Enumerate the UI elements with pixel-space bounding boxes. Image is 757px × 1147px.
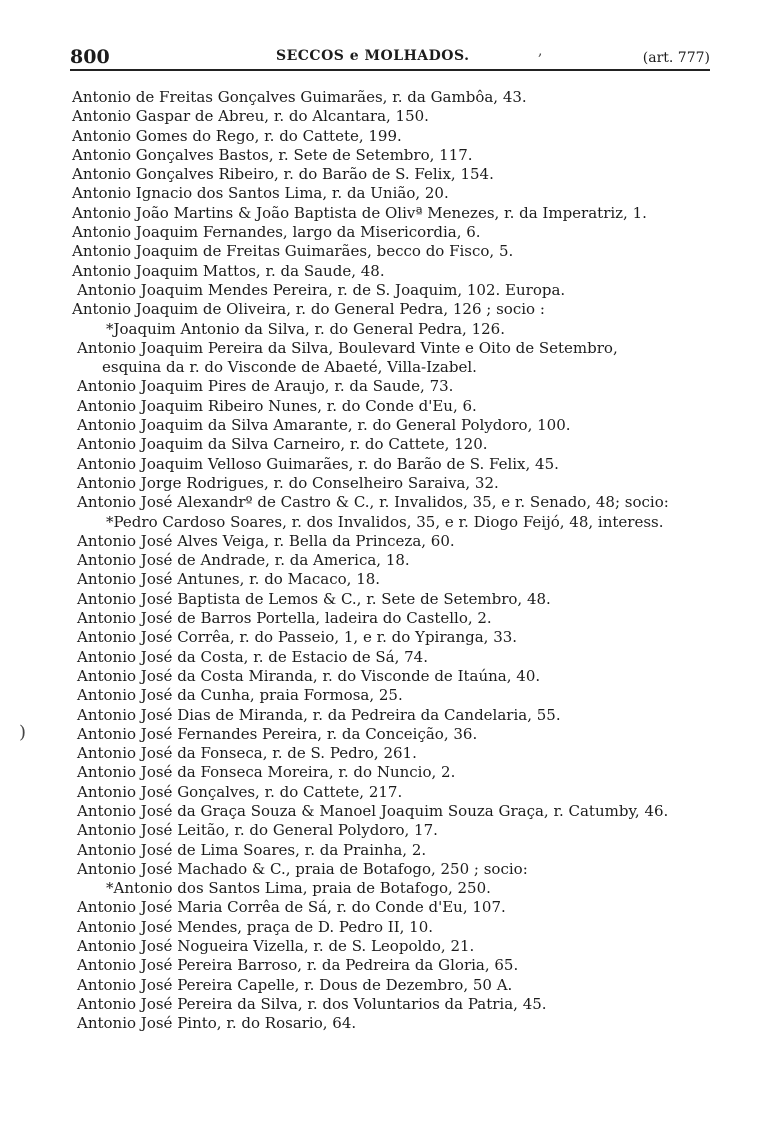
list-item: Antonio Gomes do Rego, r. do Cattete, 199.: [72, 126, 402, 145]
list-item: Antonio Joaquim Pires de Araujo, r. da Saude, 73.: [77, 377, 454, 396]
article-reference: (art. 777): [642, 50, 710, 66]
partner-item: *Joaquim Antonio da Silva, r. do General Pedra, 126.: [106, 319, 505, 338]
list-item: Antonio de Freitas Gonçalves Guimarães, r. da Gambôa, 43.: [72, 88, 527, 106]
list-item: Antonio José Pereira Barroso, r. da Pedreira da Gloria, 65.: [77, 956, 519, 975]
list-item: Antonio José Corrêa, r. do Passeio, 1, e r. do Ypiranga, 33.: [77, 628, 518, 647]
list-item: Antonio Joaquim Ribeiro Nunes, r. do Conde d'Eu, 6.: [77, 396, 477, 415]
list-item: Antonio José da Costa Miranda, r. do Visconde de Itaúna, 40.: [77, 666, 541, 685]
list-item: Antonio Joaquim de Oliveira, r. do General Pedra, 126 ; socio :: [72, 300, 545, 319]
list-item: Antonio Joaquim Mattos, r. da Saude, 48.: [72, 261, 385, 280]
partner-item: *Antonio dos Santos Lima, praia de Botafogo, 250.: [106, 879, 491, 898]
page-number: 800: [70, 46, 110, 68]
list-item: Antonio José Alves Veiga, r. Bella da Princeza, 60.: [77, 531, 455, 550]
list-item: Antonio José da Graça Souza & Manoel Joaquim Souza Graça, r. Catumby, 46.: [77, 801, 669, 820]
list-item: Antonio José Pereira da Silva, r. dos Voluntarios da Patria, 45.: [77, 994, 547, 1013]
running-title: SECCOS e MOLHADOS.: [276, 48, 470, 64]
list-item: Antonio José Pereira Capelle, r. Dous de Dezembro, 50 A.: [77, 975, 513, 994]
list-item: Antonio José Fernandes Pereira, r. da Conceição, 36.: [77, 724, 478, 743]
print-speck: ,: [538, 43, 543, 59]
list-item: Antonio Gaspar de Abreu, r. do Alcantara, 150.: [72, 107, 429, 126]
page-header: [70, 42, 710, 72]
list-item: Antonio José Machado & C., praia de Botafogo, 250 ; socio:: [77, 859, 528, 878]
list-item: Antonio José Nogueira Vizella, r. de S. Leopoldo, 21.: [77, 937, 475, 956]
margin-mark: ): [19, 722, 27, 743]
list-item: Antonio José Pinto, r. do Rosario, 64.: [77, 1014, 357, 1033]
list-item: Antonio Ignacio dos Santos Lima, r. da União, 20.: [72, 184, 449, 203]
list-item: Antonio José Mendes, praça de D. Pedro II, 10.: [77, 917, 434, 936]
list-item: Antonio José da Cunha, praia Formosa, 25.: [77, 686, 403, 705]
list-item: Antonio Gonçalves Ribeiro, r. do Barão de S. Felix, 154.: [72, 165, 494, 184]
list-item: Antonio Gonçalves Bastos, r. Sete de Setembro, 117.: [72, 145, 473, 164]
list-item: Antonio Joaquim de Freitas Guimarães, becco do Fisco, 5.: [72, 242, 514, 261]
list-item: Antonio José de Lima Soares, r. da Prainha, 2.: [77, 840, 427, 859]
list-item: Antonio José Baptista de Lemos & C., r. Sete de Setembro, 48.: [77, 589, 551, 608]
list-item: Antonio José Gonçalves, r. do Cattete, 217.: [77, 782, 403, 801]
list-item: Antonio José da Fonseca, r. de S. Pedro, 261.: [77, 744, 417, 763]
list-item-continuation: esquina da r. do Visconde de Abaeté, Villa-Izabel.: [102, 358, 477, 377]
partner-item: *Pedro Cardoso Soares, r. dos Invalidos, 35, e r. Diogo Feijó, 48, interess.: [106, 512, 664, 531]
list-item: Antonio Jorge Rodrigues, r. do Conselheiro Saraiva, 32.: [77, 473, 499, 492]
entry-list: [72, 88, 718, 1034]
list-item: Antonio José da Costa, r. de Estacio de Sá, 74.: [77, 647, 428, 666]
list-item: Antonio Joaquim Pereira da Silva, Boulevard Vinte e Oito de Setembro,: [77, 338, 618, 357]
list-item: Antonio José Antunes, r. do Macaco, 18.: [77, 570, 381, 589]
list-item: Antonio Joaquim da Silva Carneiro, r. do Cattete, 120.: [77, 435, 488, 454]
list-item: Antonio Joaquim Velloso Guimarães, r. do Barão de S. Felix, 45.: [77, 454, 559, 473]
list-item: Antonio Joaquim da Silva Amarante, r. do General Polydoro, 100.: [77, 416, 571, 435]
list-item: Antonio Joaquim Mendes Pereira, r. de S. Joaquim, 102. Europa.: [77, 280, 566, 299]
list-item: Antonio José da Fonseca Moreira, r. do Nuncio, 2.: [77, 763, 456, 782]
list-item: Antonio José de Barros Portella, ladeira do Castello, 2.: [77, 609, 492, 628]
list-item: Antonio José de Andrade, r. da America, 18.: [77, 551, 410, 570]
list-item: Antonio José Alexandrº de Castro & C., r. Invalidos, 35, e r. Senado, 48; socio:: [77, 493, 669, 512]
list-item: Antonio José Leitão, r. do General Polydoro, 17.: [77, 821, 438, 840]
list-item: Antonio José Dias de Miranda, r. da Pedreira da Candelaria, 55.: [77, 705, 561, 724]
list-item: Antonio Joaquim Fernandes, largo da Misericordia, 6.: [72, 223, 481, 242]
list-item: Antonio João Martins & João Baptista de Olivª Menezes, r. da Imperatriz, 1.: [72, 203, 647, 222]
list-item: Antonio José Maria Corrêa de Sá, r. do Conde d'Eu, 107.: [77, 898, 506, 917]
header-rule: [70, 69, 710, 71]
